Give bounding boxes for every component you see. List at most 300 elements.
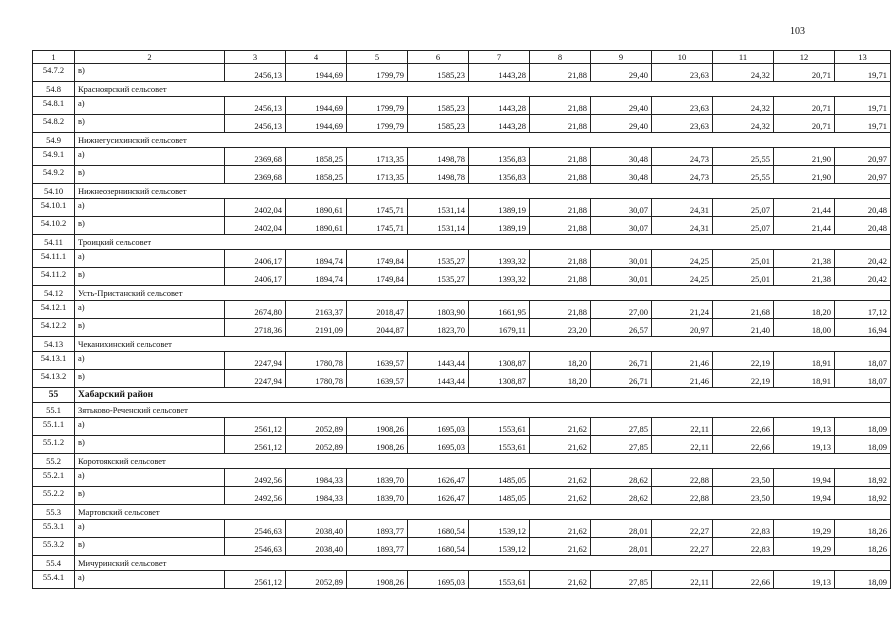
table-row (33, 199, 891, 217)
row-code: 54.10.1 (33, 199, 75, 217)
value-cell: 28,62 (591, 469, 652, 487)
value-cell: 1680,54 (408, 520, 469, 538)
value-cell: 21,46 (652, 370, 713, 388)
value-cell: 23,63 (652, 115, 713, 133)
value-cell: 18,20 (530, 352, 591, 370)
row-code: 54.13 (33, 337, 75, 352)
value-cell: 24,73 (652, 148, 713, 166)
value-cell: 1443,28 (469, 64, 530, 82)
value-cell: 1890,61 (286, 199, 347, 217)
value-cell: 1780,78 (286, 370, 347, 388)
value-cell: 26,71 (591, 352, 652, 370)
value-cell: 1553,61 (469, 418, 530, 436)
value-cell: 2247,94 (225, 370, 286, 388)
row-code: 54.9 (33, 133, 75, 148)
value-cell: 1626,47 (408, 469, 469, 487)
value-cell: 1531,14 (408, 217, 469, 235)
value-cell: 28,62 (591, 487, 652, 505)
value-cell: 1356,83 (469, 148, 530, 166)
value-cell: 21,68 (713, 301, 774, 319)
value-cell: 1890,61 (286, 217, 347, 235)
row-code: 55.2 (33, 454, 75, 469)
value-cell: 18,09 (835, 418, 891, 436)
value-cell: 22,66 (713, 418, 774, 436)
row-code: 54.8.2 (33, 115, 75, 133)
value-cell: 1823,70 (408, 319, 469, 337)
value-cell: 30,01 (591, 250, 652, 268)
value-cell: 1443,28 (469, 115, 530, 133)
row-code: 55.1.2 (33, 436, 75, 454)
value-cell: 30,07 (591, 199, 652, 217)
row-code: 54.11.2 (33, 268, 75, 286)
value-cell: 28,01 (591, 538, 652, 556)
value-cell: 1695,03 (408, 418, 469, 436)
tariff-table (32, 50, 891, 589)
value-cell: 1443,44 (408, 352, 469, 370)
value-cell: 21,38 (774, 250, 835, 268)
value-cell: 1799,79 (347, 115, 408, 133)
value-cell: 21,44 (774, 217, 835, 235)
row-code: 54.10 (33, 184, 75, 199)
row-label: в) (75, 487, 225, 505)
value-cell: 22,19 (713, 370, 774, 388)
value-cell: 22,83 (713, 538, 774, 556)
group-row (33, 286, 891, 301)
column-header: 8 (530, 51, 591, 64)
table-row (33, 520, 891, 538)
value-cell: 21,62 (530, 469, 591, 487)
value-cell: 2546,63 (225, 520, 286, 538)
row-code: 54.10.2 (33, 217, 75, 235)
column-header: 1 (33, 51, 75, 64)
value-cell: 21,88 (530, 64, 591, 82)
value-cell: 24,31 (652, 217, 713, 235)
value-cell: 1713,35 (347, 166, 408, 184)
column-header: 13 (835, 51, 891, 64)
row-code: 55.4 (33, 556, 75, 571)
value-cell: 1858,25 (286, 166, 347, 184)
row-label: в) (75, 115, 225, 133)
value-cell: 24,32 (713, 64, 774, 82)
value-cell: 18,26 (835, 538, 891, 556)
table-row (33, 166, 891, 184)
value-cell: 1539,12 (469, 520, 530, 538)
value-cell: 19,29 (774, 520, 835, 538)
value-cell: 1839,70 (347, 469, 408, 487)
settlement-name: Мартовский сельсовет (75, 505, 891, 520)
table-row (33, 487, 891, 505)
value-cell: 21,38 (774, 268, 835, 286)
value-cell: 1639,57 (347, 352, 408, 370)
value-cell: 1443,44 (408, 370, 469, 388)
value-cell: 1858,25 (286, 148, 347, 166)
row-label: в) (75, 268, 225, 286)
value-cell: 2674,80 (225, 301, 286, 319)
row-label: в) (75, 538, 225, 556)
value-cell: 22,19 (713, 352, 774, 370)
column-header: 2 (75, 51, 225, 64)
table-row (33, 436, 891, 454)
value-cell: 2561,12 (225, 418, 286, 436)
row-code: 54.9.1 (33, 148, 75, 166)
row-label: в) (75, 64, 225, 82)
value-cell: 1389,19 (469, 217, 530, 235)
value-cell: 1535,27 (408, 250, 469, 268)
value-cell: 2038,40 (286, 520, 347, 538)
value-cell: 26,71 (591, 370, 652, 388)
value-cell: 2018,47 (347, 301, 408, 319)
value-cell: 2456,13 (225, 97, 286, 115)
value-cell: 21,88 (530, 250, 591, 268)
value-cell: 19,71 (835, 64, 891, 82)
row-label: а) (75, 301, 225, 319)
value-cell: 2369,68 (225, 166, 286, 184)
value-cell: 22,27 (652, 538, 713, 556)
row-code: 55.4.1 (33, 571, 75, 589)
value-cell: 1894,74 (286, 250, 347, 268)
value-cell: 1839,70 (347, 487, 408, 505)
value-cell: 25,01 (713, 268, 774, 286)
column-header: 3 (225, 51, 286, 64)
column-header: 11 (713, 51, 774, 64)
value-cell: 18,20 (530, 370, 591, 388)
row-label: а) (75, 571, 225, 589)
value-cell: 21,24 (652, 301, 713, 319)
settlement-name: Троицкий сельсовет (75, 235, 891, 250)
value-cell: 1661,95 (469, 301, 530, 319)
value-cell: 2546,63 (225, 538, 286, 556)
value-cell: 21,62 (530, 571, 591, 589)
value-cell: 1553,61 (469, 436, 530, 454)
value-cell: 25,55 (713, 166, 774, 184)
column-header: 12 (774, 51, 835, 64)
value-cell: 22,27 (652, 520, 713, 538)
column-header: 5 (347, 51, 408, 64)
row-label: а) (75, 250, 225, 268)
value-cell: 21,62 (530, 418, 591, 436)
value-cell: 2456,13 (225, 115, 286, 133)
group-row (33, 556, 891, 571)
table-row (33, 268, 891, 286)
value-cell: 21,90 (774, 148, 835, 166)
column-header: 10 (652, 51, 713, 64)
value-cell: 20,71 (774, 115, 835, 133)
value-cell: 20,42 (835, 250, 891, 268)
value-cell: 30,48 (591, 166, 652, 184)
value-cell: 22,88 (652, 487, 713, 505)
value-cell: 19,94 (774, 487, 835, 505)
value-cell: 1639,57 (347, 370, 408, 388)
settlement-name: Красноярский сельсовет (75, 82, 891, 97)
value-cell: 1308,87 (469, 352, 530, 370)
row-code: 54.8.1 (33, 97, 75, 115)
value-cell: 28,01 (591, 520, 652, 538)
value-cell: 23,50 (713, 469, 774, 487)
table-row (33, 250, 891, 268)
row-code: 55.1.1 (33, 418, 75, 436)
row-label: в) (75, 370, 225, 388)
group-row (33, 403, 891, 418)
column-header: 6 (408, 51, 469, 64)
value-cell: 21,88 (530, 301, 591, 319)
value-cell: 1745,71 (347, 217, 408, 235)
value-cell: 20,48 (835, 217, 891, 235)
value-cell: 25,01 (713, 250, 774, 268)
value-cell: 1893,77 (347, 538, 408, 556)
table-row (33, 352, 891, 370)
value-cell: 27,85 (591, 436, 652, 454)
value-cell: 18,91 (774, 370, 835, 388)
value-cell: 1944,69 (286, 64, 347, 82)
table-row (33, 97, 891, 115)
table-row (33, 64, 891, 82)
value-cell: 1749,84 (347, 250, 408, 268)
row-label: в) (75, 166, 225, 184)
value-cell: 23,20 (530, 319, 591, 337)
value-cell: 20,71 (774, 97, 835, 115)
value-cell: 29,40 (591, 115, 652, 133)
value-cell: 1984,33 (286, 469, 347, 487)
header-row (33, 51, 891, 64)
value-cell: 1485,05 (469, 469, 530, 487)
row-label: а) (75, 148, 225, 166)
table-row (33, 319, 891, 337)
row-label: а) (75, 418, 225, 436)
table-row (33, 418, 891, 436)
value-cell: 30,07 (591, 217, 652, 235)
row-code: 54.13.2 (33, 370, 75, 388)
value-cell: 21,62 (530, 436, 591, 454)
value-cell: 21,40 (713, 319, 774, 337)
value-cell: 1535,27 (408, 268, 469, 286)
row-label: в) (75, 436, 225, 454)
column-header: 4 (286, 51, 347, 64)
value-cell: 27,00 (591, 301, 652, 319)
settlement-name: Зятьково-Реченский сельсовет (75, 403, 891, 418)
value-cell: 2163,37 (286, 301, 347, 319)
value-cell: 1539,12 (469, 538, 530, 556)
value-cell: 26,57 (591, 319, 652, 337)
value-cell: 18,09 (835, 571, 891, 589)
value-cell: 21,90 (774, 166, 835, 184)
value-cell: 1393,32 (469, 250, 530, 268)
row-label: а) (75, 97, 225, 115)
value-cell: 18,92 (835, 487, 891, 505)
value-cell: 18,00 (774, 319, 835, 337)
value-cell: 21,46 (652, 352, 713, 370)
value-cell: 22,88 (652, 469, 713, 487)
value-cell: 16,94 (835, 319, 891, 337)
value-cell: 19,71 (835, 115, 891, 133)
value-cell: 1908,26 (347, 436, 408, 454)
value-cell: 24,31 (652, 199, 713, 217)
settlement-name: Нижнеозернинский сельсовет (75, 184, 891, 199)
value-cell: 22,11 (652, 571, 713, 589)
value-cell: 19,13 (774, 436, 835, 454)
row-code: 55.2.1 (33, 469, 75, 487)
value-cell: 24,32 (713, 115, 774, 133)
value-cell: 22,11 (652, 436, 713, 454)
value-cell: 20,97 (835, 148, 891, 166)
value-cell: 1695,03 (408, 571, 469, 589)
value-cell: 21,62 (530, 487, 591, 505)
row-code: 54.8 (33, 82, 75, 97)
row-label: в) (75, 319, 225, 337)
value-cell: 2052,89 (286, 418, 347, 436)
table-row (33, 469, 891, 487)
value-cell: 23,63 (652, 64, 713, 82)
value-cell: 1803,90 (408, 301, 469, 319)
value-cell: 27,85 (591, 571, 652, 589)
value-cell: 18,92 (835, 469, 891, 487)
value-cell: 24,32 (713, 97, 774, 115)
group-row (33, 505, 891, 520)
value-cell: 18,20 (774, 301, 835, 319)
settlement-name: Нижнегусихинский сельсовет (75, 133, 891, 148)
page-number: 103 (790, 26, 805, 37)
value-cell: 1780,78 (286, 352, 347, 370)
value-cell: 19,13 (774, 418, 835, 436)
row-code: 54.9.2 (33, 166, 75, 184)
group-row (33, 235, 891, 250)
value-cell: 1553,61 (469, 571, 530, 589)
value-cell: 19,94 (774, 469, 835, 487)
value-cell: 1485,05 (469, 487, 530, 505)
value-cell: 1984,33 (286, 487, 347, 505)
value-cell: 20,48 (835, 199, 891, 217)
row-code: 55.3 (33, 505, 75, 520)
value-cell: 1585,23 (408, 97, 469, 115)
row-code: 54.13.1 (33, 352, 75, 370)
value-cell: 24,25 (652, 268, 713, 286)
value-cell: 1531,14 (408, 199, 469, 217)
table-row (33, 538, 891, 556)
value-cell: 21,88 (530, 199, 591, 217)
value-cell: 17,12 (835, 301, 891, 319)
row-label: а) (75, 469, 225, 487)
value-cell: 1894,74 (286, 268, 347, 286)
value-cell: 18,91 (774, 352, 835, 370)
group-row (33, 337, 891, 352)
value-cell: 1695,03 (408, 436, 469, 454)
value-cell: 1626,47 (408, 487, 469, 505)
value-cell: 1713,35 (347, 148, 408, 166)
value-cell: 1944,69 (286, 115, 347, 133)
value-cell: 20,71 (774, 64, 835, 82)
value-cell: 2191,09 (286, 319, 347, 337)
row-code: 55 (33, 388, 75, 403)
row-code: 54.11.1 (33, 250, 75, 268)
value-cell: 2492,56 (225, 469, 286, 487)
value-cell: 19,29 (774, 538, 835, 556)
value-cell: 1745,71 (347, 199, 408, 217)
value-cell: 21,88 (530, 97, 591, 115)
value-cell: 30,01 (591, 268, 652, 286)
value-cell: 1749,84 (347, 268, 408, 286)
value-cell: 23,63 (652, 97, 713, 115)
row-label: а) (75, 520, 225, 538)
value-cell: 21,88 (530, 166, 591, 184)
value-cell: 1308,87 (469, 370, 530, 388)
value-cell: 1944,69 (286, 97, 347, 115)
value-cell: 22,66 (713, 571, 774, 589)
table-row (33, 115, 891, 133)
value-cell: 20,97 (835, 166, 891, 184)
value-cell: 21,62 (530, 520, 591, 538)
value-cell: 22,83 (713, 520, 774, 538)
value-cell: 2044,87 (347, 319, 408, 337)
value-cell: 24,25 (652, 250, 713, 268)
value-cell: 23,50 (713, 487, 774, 505)
value-cell: 25,07 (713, 199, 774, 217)
row-label: а) (75, 352, 225, 370)
value-cell: 18,07 (835, 352, 891, 370)
value-cell: 21,88 (530, 217, 591, 235)
row-code: 54.7.2 (33, 64, 75, 82)
value-cell: 18,26 (835, 520, 891, 538)
value-cell: 1393,32 (469, 268, 530, 286)
value-cell: 20,42 (835, 268, 891, 286)
value-cell: 21,62 (530, 538, 591, 556)
table-row (33, 217, 891, 235)
district-name: Хабарский район (75, 388, 891, 403)
row-code: 55.3.1 (33, 520, 75, 538)
group-row (33, 454, 891, 469)
row-label: в) (75, 217, 225, 235)
value-cell: 1498,78 (408, 148, 469, 166)
value-cell: 2402,04 (225, 199, 286, 217)
value-cell: 21,88 (530, 115, 591, 133)
value-cell: 1356,83 (469, 166, 530, 184)
row-code: 54.12.1 (33, 301, 75, 319)
group-row (33, 133, 891, 148)
value-cell: 21,44 (774, 199, 835, 217)
value-cell: 1679,11 (469, 319, 530, 337)
value-cell: 19,13 (774, 571, 835, 589)
value-cell: 1443,28 (469, 97, 530, 115)
value-cell: 21,88 (530, 268, 591, 286)
value-cell: 2052,89 (286, 571, 347, 589)
value-cell: 19,71 (835, 97, 891, 115)
value-cell: 2247,94 (225, 352, 286, 370)
row-code: 54.11 (33, 235, 75, 250)
value-cell: 1389,19 (469, 199, 530, 217)
value-cell: 1680,54 (408, 538, 469, 556)
value-cell: 2038,40 (286, 538, 347, 556)
value-cell: 1799,79 (347, 97, 408, 115)
value-cell: 25,55 (713, 148, 774, 166)
table-row (33, 148, 891, 166)
value-cell: 2456,13 (225, 64, 286, 82)
value-cell: 2406,17 (225, 268, 286, 286)
value-cell: 2052,89 (286, 436, 347, 454)
column-header: 9 (591, 51, 652, 64)
value-cell: 2369,68 (225, 148, 286, 166)
row-code: 54.12 (33, 286, 75, 301)
settlement-name: Коротоякский сельсовет (75, 454, 891, 469)
value-cell: 30,48 (591, 148, 652, 166)
value-cell: 18,09 (835, 436, 891, 454)
settlement-name: Усть-Пристанский сельсовет (75, 286, 891, 301)
group-row (33, 184, 891, 199)
district-row (33, 388, 891, 403)
value-cell: 22,66 (713, 436, 774, 454)
value-cell: 1498,78 (408, 166, 469, 184)
value-cell: 1585,23 (408, 115, 469, 133)
row-code: 55.2.2 (33, 487, 75, 505)
value-cell: 2561,12 (225, 436, 286, 454)
value-cell: 1908,26 (347, 418, 408, 436)
